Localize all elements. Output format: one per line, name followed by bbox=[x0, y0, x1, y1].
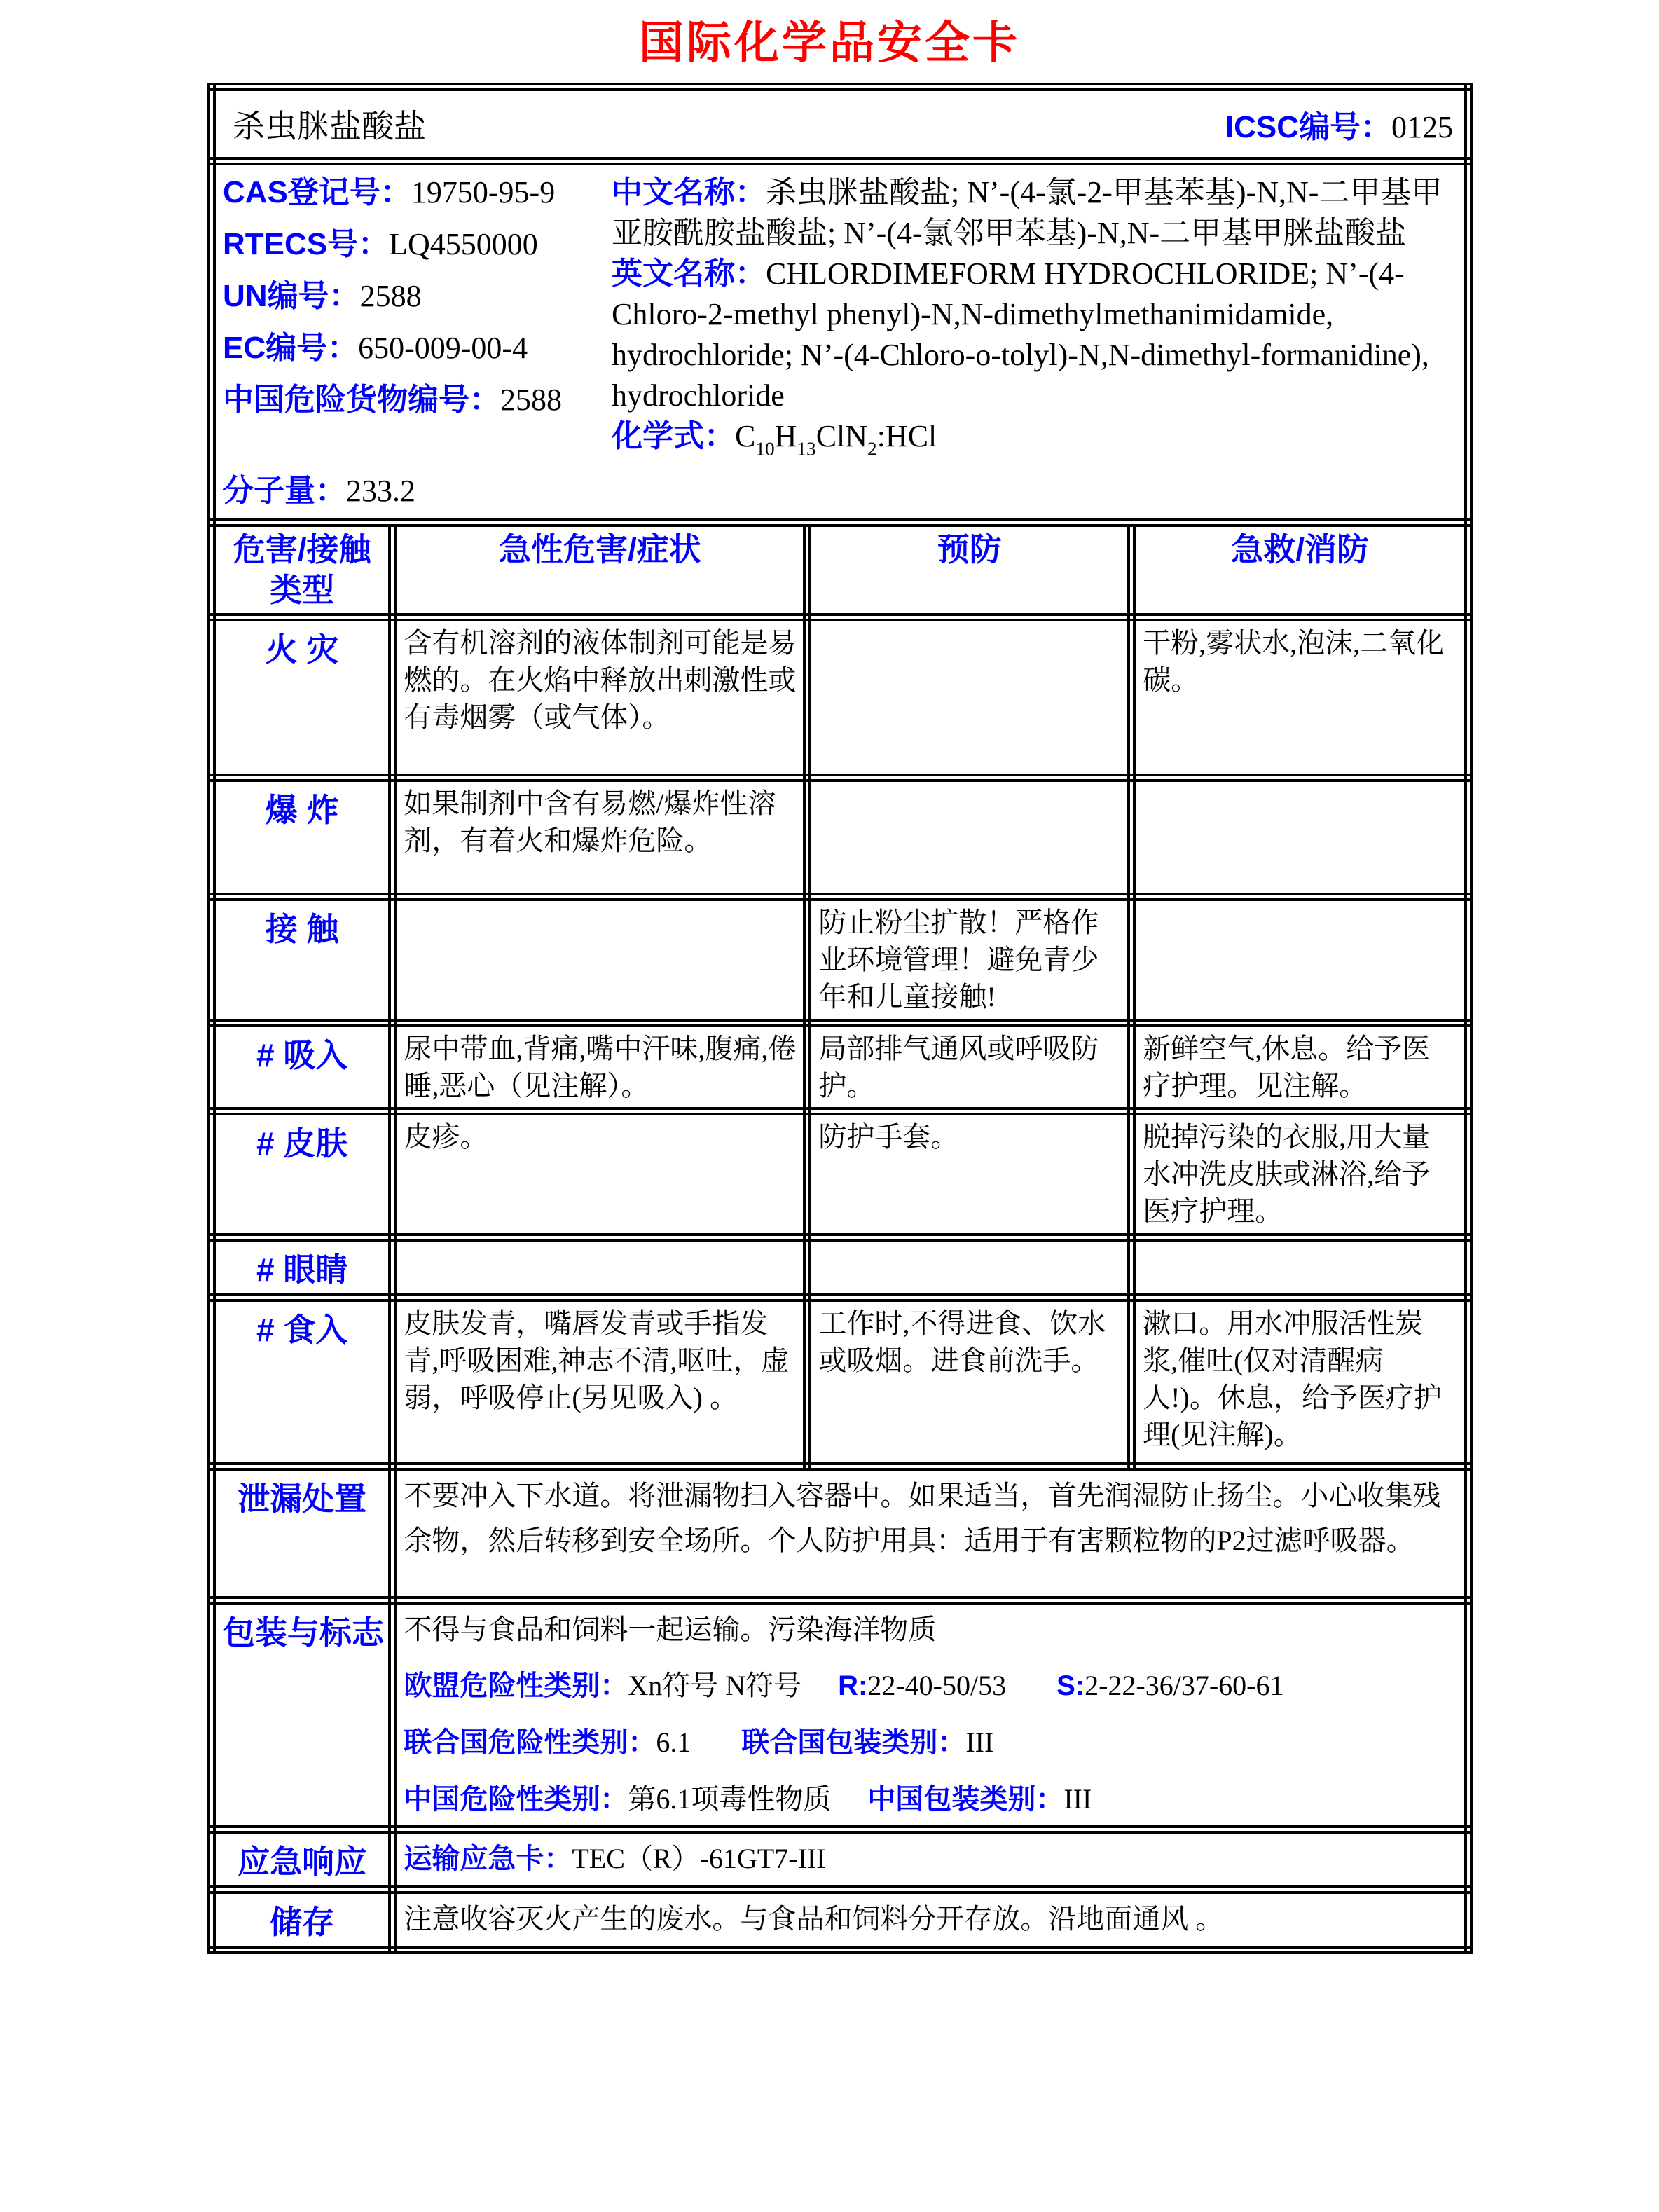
icsc-number: 0125 bbox=[1391, 110, 1453, 144]
first-aid-cell: 新鲜空气,休息。给予医疗护理。见注解。 bbox=[1131, 1023, 1468, 1111]
hazard-row-skin bbox=[212, 1111, 1468, 1237]
name-row bbox=[212, 87, 1468, 161]
hazard-row-eyes bbox=[212, 1237, 1468, 1298]
identification-cell bbox=[212, 161, 1468, 523]
chinese-name: 中文名称：杀虫脒盐酸盐; N’-(4-氯-2-甲基苯基)-N,N-二甲基甲亚胺酰胺盐酸盐; N’-(4-氯邻甲苯基)-N,N-二甲基甲脒盐酸盐 bbox=[612, 175, 1443, 251]
packaging-label: 包装与标志 bbox=[212, 1600, 392, 1829]
hazard-row-fire bbox=[212, 617, 1468, 778]
chemical-names bbox=[612, 168, 1457, 516]
first-aid-cell: 干粉,雾状水,泡沫,二氧化碳。 bbox=[1131, 617, 1468, 778]
acute-hazards-header: 急性危害/症状 bbox=[392, 523, 807, 617]
hazard-row-explosion bbox=[212, 778, 1468, 897]
registry-numbers bbox=[223, 168, 612, 516]
molecular-weight: 分子量：233.2 bbox=[223, 473, 415, 508]
transport-note: 不得与食品和饲料一起运输。污染海洋物质 bbox=[404, 1613, 937, 1645]
prevention-cell bbox=[807, 1237, 1131, 1298]
hazard-type-label: 火 灾 bbox=[212, 617, 392, 778]
hazard-row-inhalation bbox=[212, 1023, 1468, 1111]
cn-classification: 中国危险性类别：第6.1项毒性物质 中国包装类别：III bbox=[404, 1782, 1092, 1815]
prevention-cell: 防止粉尘扩散！严格作业环境管理！避免青少年和儿童接触! bbox=[807, 897, 1131, 1023]
chemical-formula: 化学式：$C_{10}H_{13}ClN_2:HCl$ bbox=[612, 419, 937, 460]
cas-number: CAS登记号：19750-95-9 bbox=[223, 175, 556, 209]
icsc-card-table bbox=[207, 83, 1473, 1954]
icsc-label: ICSC编号： bbox=[1225, 110, 1391, 144]
eu-classification: 欧盟危险性类别：Xn符号 N符号 R:22-40-50/53 S:2-22-36/37-60-61 bbox=[404, 1670, 1284, 1702]
symptoms-cell: 含有机溶剂的液体制剂可能是易燃的。在火焰中释放出刺激性或有毒烟雾（或气体）。 bbox=[392, 617, 807, 778]
hazard-type-header: 危害/接触 类型 bbox=[212, 523, 392, 617]
hazard-type-label: # 皮肤 bbox=[212, 1111, 392, 1237]
storage-row bbox=[212, 1890, 1468, 1950]
un-number: UN编号：2588 bbox=[223, 279, 422, 314]
symptoms-cell: 皮肤发青，嘴唇发青或手指发青,呼吸困难,神志不清,呕吐，虚弱，呼吸停止(另见吸入) 。 bbox=[392, 1298, 807, 1466]
emergency-response-text: 运输应急卡：TEC（R）-61GT7-III bbox=[392, 1829, 1468, 1890]
substance-name: 杀虫脒盐酸盐 bbox=[233, 109, 426, 144]
first-aid-cell: 漱口。用水冲服活性炭浆,催吐(仅对清醒病人!)。休息，给予医疗护理(见注解)。 bbox=[1131, 1298, 1468, 1466]
first-aid-cell bbox=[1131, 1237, 1468, 1298]
hazard-row-exposure bbox=[212, 897, 1468, 1023]
spill-disposal-label: 泄漏处置 bbox=[212, 1466, 392, 1600]
china-dg-number: 中国危险货物编号：2588 bbox=[223, 383, 562, 418]
emergency-response-row bbox=[212, 1829, 1468, 1890]
identification-row bbox=[212, 161, 1468, 523]
rtecs-number: RTECS号：LQ4550000 bbox=[223, 227, 538, 262]
prevention-cell: 局部排气通风或呼吸防护。 bbox=[807, 1023, 1131, 1111]
un-classification: 联合国危险性类别：6.1 联合国包装类别：III bbox=[404, 1726, 994, 1759]
ec-number: EC编号：650-009-00-4 bbox=[223, 331, 528, 366]
prevention-cell bbox=[807, 778, 1131, 897]
spill-disposal-text: 不要冲入下水道。将泄漏物扫入容器中。如果适当，首先润湿防止扬尘。小心收集残余物，然后转移到安全场所。个人防护用具：适用于有害颗粒物的P2过滤呼吸器。 bbox=[392, 1466, 1468, 1600]
symptoms-cell bbox=[392, 1237, 807, 1298]
storage-text: 注意收容灭火产生的废水。与食品和饲料分开存放。沿地面通风 。 bbox=[392, 1890, 1468, 1950]
prevention-cell bbox=[807, 617, 1131, 778]
hazard-type-label: 爆 炸 bbox=[212, 778, 392, 897]
symptoms-cell: 皮疹。 bbox=[392, 1111, 807, 1237]
emergency-response-label: 应急响应 bbox=[212, 1829, 392, 1890]
english-name: 英文名称：CHLORDIMEFORM HYDROCHLORIDE; N’-(4-Chloro-2-methyl phenyl)-N,N-dimethylmethanimidamide, hydrochloride; N’-(4-Chloro-o-tolyl)-N,N-dimethyl-formanidine), hydrochloride bbox=[612, 256, 1429, 413]
icsc-number-group bbox=[1225, 102, 1457, 146]
symptoms-cell bbox=[392, 897, 807, 1023]
prevention-header: 预防 bbox=[807, 523, 1131, 617]
hazard-row-ingestion bbox=[212, 1298, 1468, 1466]
hazard-type-label: # 吸入 bbox=[212, 1023, 392, 1111]
symptoms-cell: 如果制剂中含有易燃/爆炸性溶剂，有着火和爆炸危险。 bbox=[392, 778, 807, 897]
first-aid-cell: 脱掉污染的衣服,用大量水冲洗皮肤或淋浴,给予医疗护理。 bbox=[1131, 1111, 1468, 1237]
first-aid-cell bbox=[1131, 897, 1468, 1023]
packaging-row bbox=[212, 1600, 1468, 1829]
first-aid-cell bbox=[1131, 778, 1468, 897]
storage-label: 储存 bbox=[212, 1890, 392, 1950]
name-cell bbox=[212, 87, 1468, 161]
spill-disposal-row bbox=[212, 1466, 1468, 1600]
hazard-type-label: # 食入 bbox=[212, 1298, 392, 1466]
prevention-cell: 工作时,不得进食、饮水或吸烟。进食前洗手。 bbox=[807, 1298, 1131, 1466]
packaging-content bbox=[392, 1600, 1468, 1829]
symptoms-cell: 尿中带血,背痛,嘴中汗味,腹痛,倦睡,恶心（见注解）。 bbox=[392, 1023, 807, 1111]
hazard-header-row bbox=[212, 523, 1468, 617]
hazard-type-label: 接 触 bbox=[212, 897, 392, 1023]
first-aid-header: 急救/消防 bbox=[1131, 523, 1468, 617]
hazard-type-label: # 眼睛 bbox=[212, 1237, 392, 1298]
prevention-cell: 防护手套。 bbox=[807, 1111, 1131, 1237]
page-title: 国际化学品安全卡 bbox=[639, 18, 1020, 68]
